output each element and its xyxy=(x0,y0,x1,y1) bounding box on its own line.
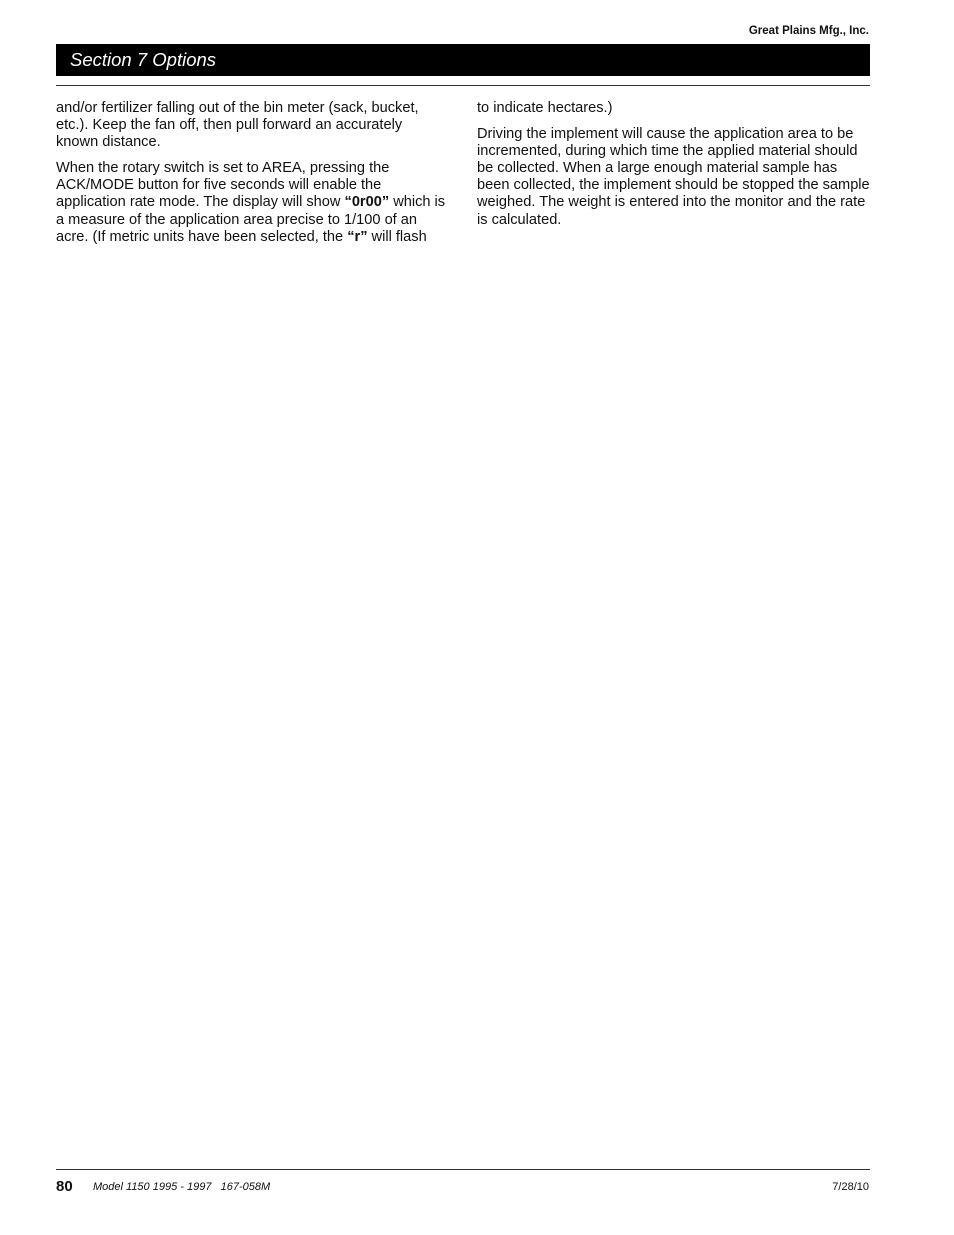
text-run: which is a measure of the application area precise to 1/100 of an acre. (If metric units have been selected, the xyxy=(56,194,446,245)
section-title: Section 7 Options xyxy=(70,49,217,70)
footer-rule xyxy=(56,1169,870,1170)
left-paragraph-1: and/or fertilizer falling out of the bin meter (sack, bucket, etc.). Keep the fan off, then pull forward an accurately known distance. xyxy=(56,100,419,151)
header-rule xyxy=(56,85,870,86)
text-run: will flash xyxy=(367,228,427,245)
text-run: When the rotary switch is set to AREA, pressing the ACK/MODE button for five seconds will enable the application rate mode. The display will show xyxy=(56,160,390,211)
right-column xyxy=(477,100,871,238)
company-name: Great Plains Mfg., Inc. xyxy=(748,25,869,37)
page-number: 80 xyxy=(56,1178,73,1195)
left-paragraph-2 xyxy=(56,160,448,245)
footer-date: 7/28/10 xyxy=(832,1181,869,1193)
section-header-bar xyxy=(56,44,870,76)
left-column xyxy=(56,100,448,255)
footer-model-info: Model 1150 1995 - 1997 167-058M xyxy=(93,1181,271,1193)
right-paragraph-1: to indicate hectares.) xyxy=(477,100,613,116)
right-paragraph-2: Driving the implement will cause the application area to be incremented, during which time the applied material should be collected. When a large enough material sample has been collected, the implement should be stopped the sample weighed. The weight is entered into the monitor and the rate is calculated. xyxy=(477,126,870,228)
display-code-r: “r” xyxy=(347,228,368,245)
display-code-0r00: “0r00” xyxy=(344,194,390,211)
